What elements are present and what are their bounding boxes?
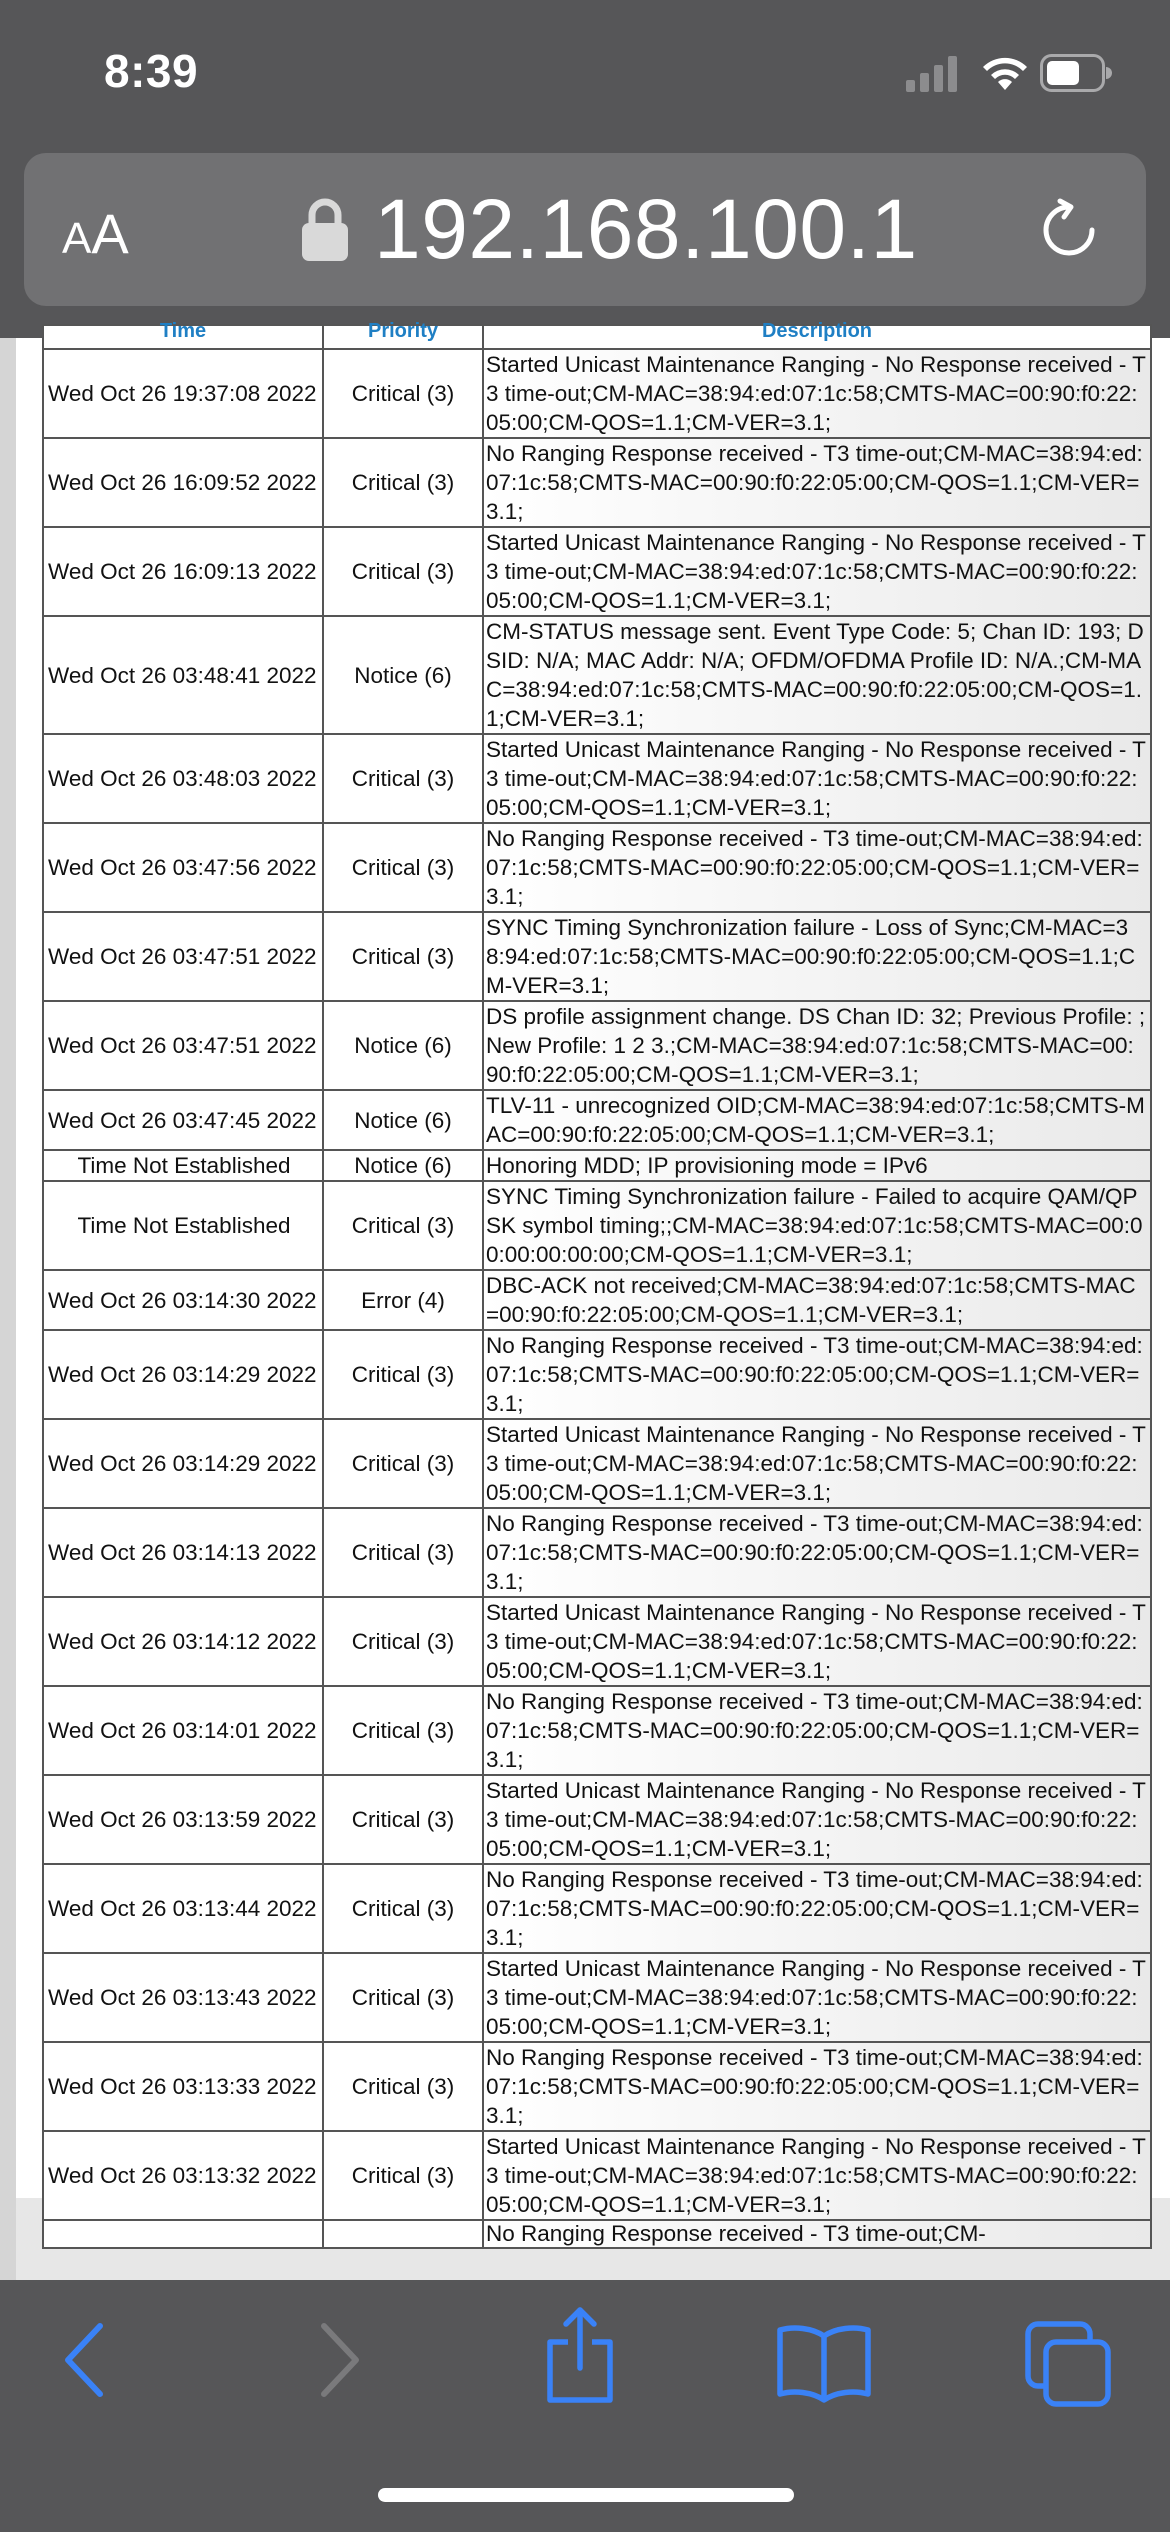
cell-description: No Ranging Response received - T3 time-out;CM- — [483, 2220, 1151, 2248]
table-row — [43, 616, 1151, 734]
cell-description: No Ranging Response received - T3 time-out;CM-MAC=38:94:ed:07:1c:58;CMTS-MAC=00:90:f0:22:05:00;CM-QOS=1.1;CM-VER=3.1; — [483, 1508, 1151, 1597]
cell-description: CM-STATUS message sent. Event Type Code: 5; Chan ID: 193; DSID: N/A; MAC Addr: N/A; OFDM/OFDMA Profile ID: N/A.;CM-MAC=38:94:ed:07:1c:58;CMTS-MAC=00:90:f0:22:05:00;CM-QOS=1.1;CM-VER=3.1; — [483, 616, 1151, 734]
aa-label-small: A — [62, 214, 92, 263]
cell-time: Time Not Established — [43, 1150, 323, 1181]
cell-priority: Critical (3) — [323, 1330, 483, 1419]
back-icon[interactable] — [58, 2320, 110, 2400]
cell-description: Started Unicast Maintenance Ranging - No Response received - T3 time-out;CM-MAC=38:94:ed:07:1c:58;CMTS-MAC=00:90:f0:22:05:00;CM-QOS=1.1;CM-VER=3.1; — [483, 734, 1151, 823]
header-time: Time — [43, 325, 323, 349]
cell-time: Wed Oct 26 03:13:32 2022 — [43, 2131, 323, 2220]
table-row — [43, 734, 1151, 823]
table-row — [43, 1775, 1151, 1864]
cell-description: Started Unicast Maintenance Ranging - No Response received - T3 time-out;CM-MAC=38:94:ed:07:1c:58;CMTS-MAC=00:90:f0:22:05:00;CM-QOS=1.1;CM-VER=3.1; — [483, 2131, 1151, 2220]
cell-description: Started Unicast Maintenance Ranging - No Response received - T3 time-out;CM-MAC=38:94:ed:07:1c:58;CMTS-MAC=00:90:f0:22:05:00;CM-QOS=1.1;CM-VER=3.1; — [483, 349, 1151, 438]
cell-description: No Ranging Response received - T3 time-out;CM-MAC=38:94:ed:07:1c:58;CMTS-MAC=00:90:f0:22:05:00;CM-QOS=1.1;CM-VER=3.1; — [483, 1864, 1151, 1953]
web-page-viewport[interactable] — [0, 320, 1170, 2280]
cell-description: Honoring MDD; IP provisioning mode = IPv6 — [483, 1150, 1151, 1181]
cell-description: No Ranging Response received - T3 time-out;CM-MAC=38:94:ed:07:1c:58;CMTS-MAC=00:90:f0:22:05:00;CM-QOS=1.1;CM-VER=3.1; — [483, 438, 1151, 527]
url-text[interactable]: 192.168.100.1 — [374, 182, 918, 276]
reader-options-button[interactable] — [62, 201, 129, 266]
cell-description: Started Unicast Maintenance Ranging - No Response received - T3 time-out;CM-MAC=38:94:ed:07:1c:58;CMTS-MAC=00:90:f0:22:05:00;CM-QOS=1.1;CM-VER=3.1; — [483, 1775, 1151, 1864]
cell-time: Wed Oct 26 03:14:01 2022 — [43, 1686, 323, 1775]
tabs-icon[interactable] — [1024, 2320, 1112, 2408]
table-row — [43, 1864, 1151, 1953]
cell-time: Wed Oct 26 03:47:51 2022 — [43, 1001, 323, 1090]
cell-priority: Critical (3) — [323, 912, 483, 1001]
cell-priority: Error (4) — [323, 1270, 483, 1330]
cell-priority: Notice (6) — [323, 1001, 483, 1090]
cell-priority: Notice (6) — [323, 1090, 483, 1150]
table-row — [43, 438, 1151, 527]
header-description: Description — [483, 325, 1151, 349]
cell-priority: Critical (3) — [323, 349, 483, 438]
table-row — [43, 1270, 1151, 1330]
cell-priority: Critical (3) — [323, 1953, 483, 2042]
status-bar — [0, 0, 1170, 150]
table-row — [43, 1181, 1151, 1270]
cell-time: Wed Oct 26 03:13:33 2022 — [43, 2042, 323, 2131]
cell-time: Wed Oct 26 03:14:29 2022 — [43, 1419, 323, 1508]
status-time: 8:39 — [104, 45, 199, 97]
table-row — [43, 1001, 1151, 1090]
table-row — [43, 1150, 1151, 1181]
cell-time: Wed Oct 26 03:47:56 2022 — [43, 823, 323, 912]
cell-priority: Critical (3) — [323, 2042, 483, 2131]
cell-description: No Ranging Response received - T3 time-out;CM-MAC=38:94:ed:07:1c:58;CMTS-MAC=00:90:f0:22:05:00;CM-QOS=1.1;CM-VER=3.1; — [483, 823, 1151, 912]
table-row — [43, 912, 1151, 1001]
cell-priority: Critical (3) — [323, 2131, 483, 2220]
table-row — [43, 1686, 1151, 1775]
table-row — [43, 1419, 1151, 1508]
event-log-table — [42, 320, 1152, 2249]
table-row-partial — [43, 2220, 1151, 2248]
cell-time: Wed Oct 26 03:14:13 2022 — [43, 1508, 323, 1597]
cell-description: Started Unicast Maintenance Ranging - No Response received - T3 time-out;CM-MAC=38:94:ed:07:1c:58;CMTS-MAC=00:90:f0:22:05:00;CM-QOS=1.1;CM-VER=3.1; — [483, 1953, 1151, 2042]
home-indicator[interactable] — [378, 2488, 794, 2502]
table-row — [43, 349, 1151, 438]
page-left-margin — [0, 338, 16, 2280]
cell-time: Wed Oct 26 03:48:41 2022 — [43, 616, 323, 734]
cell-priority: Critical (3) — [323, 1775, 483, 1864]
cell-priority: Critical (3) — [323, 1181, 483, 1270]
cell-priority: Critical (3) — [323, 1508, 483, 1597]
cell-priority: Critical (3) — [323, 527, 483, 616]
reload-icon[interactable] — [1038, 199, 1100, 261]
table-row — [43, 823, 1151, 912]
cell-priority: Critical (3) — [323, 823, 483, 912]
share-icon[interactable] — [542, 2306, 618, 2406]
bookmarks-icon[interactable] — [776, 2322, 872, 2402]
cell-description: SYNC Timing Synchronization failure - Loss of Sync;CM-MAC=38:94:ed:07:1c:58;CMTS-MAC=00:90:f0:22:05:00;CM-QOS=1.1;CM-VER=3.1; — [483, 912, 1151, 1001]
cell-time: Wed Oct 26 03:47:45 2022 — [43, 1090, 323, 1150]
cell-priority — [323, 2220, 483, 2248]
cell-description: Started Unicast Maintenance Ranging - No Response received - T3 time-out;CM-MAC=38:94:ed:07:1c:58;CMTS-MAC=00:90:f0:22:05:00;CM-QOS=1.1;CM-VER=3.1; — [483, 527, 1151, 616]
cell-description: No Ranging Response received - T3 time-out;CM-MAC=38:94:ed:07:1c:58;CMTS-MAC=00:90:f0:22:05:00;CM-QOS=1.1;CM-VER=3.1; — [483, 1330, 1151, 1419]
cell-time: Wed Oct 26 03:13:43 2022 — [43, 1953, 323, 2042]
cell-description: DS profile assignment change. DS Chan ID: 32; Previous Profile: ; New Profile: 1 2 3.;CM-MAC=38:94:ed:07:1c:58;CMTS-MAC=00:90:f0:22:05:00;CM-QOS=1.1;CM-VER=3.1; — [483, 1001, 1151, 1090]
forward-icon[interactable] — [314, 2320, 366, 2400]
table-row — [43, 2042, 1151, 2131]
cell-time: Wed Oct 26 03:13:59 2022 — [43, 1775, 323, 1864]
cell-time: Wed Oct 26 03:14:12 2022 — [43, 1597, 323, 1686]
cell-time: Wed Oct 26 03:47:51 2022 — [43, 912, 323, 1001]
cell-description: TLV-11 - unrecognized OID;CM-MAC=38:94:ed:07:1c:58;CMTS-MAC=00:90:f0:22:05:00;CM-QOS=1.1;CM-VER=3.1; — [483, 1090, 1151, 1150]
cell-description: SYNC Timing Synchronization failure - Failed to acquire QAM/QPSK symbol timing;;CM-MAC=38:94:ed:07:1c:58;CMTS-MAC=00:00:00:00:00:00;CM-QOS=1.1;CM-VER=3.1; — [483, 1181, 1151, 1270]
table-row — [43, 1953, 1151, 2042]
aa-label-big: A — [91, 202, 129, 265]
cell-time: Time Not Established — [43, 1181, 323, 1270]
lock-icon — [300, 197, 350, 263]
cell-time: Wed Oct 26 16:09:13 2022 — [43, 527, 323, 616]
cell-priority: Notice (6) — [323, 1150, 483, 1181]
address-bar[interactable] — [24, 153, 1146, 306]
cell-priority: Critical (3) — [323, 1419, 483, 1508]
cell-priority: Critical (3) — [323, 1686, 483, 1775]
header-priority: Priority — [323, 325, 483, 349]
cell-priority: Critical (3) — [323, 1597, 483, 1686]
cell-description: DBC-ACK not received;CM-MAC=38:94:ed:07:1c:58;CMTS-MAC=00:90:f0:22:05:00;CM-QOS=1.1;CM-VER=3.1; — [483, 1270, 1151, 1330]
wifi-icon — [980, 52, 1030, 92]
table-row — [43, 527, 1151, 616]
table-body — [43, 349, 1151, 2248]
cell-time: Wed Oct 26 19:37:08 2022 — [43, 349, 323, 438]
cell-time — [43, 2220, 323, 2248]
cell-priority: Critical (3) — [323, 438, 483, 527]
cell-priority: Critical (3) — [323, 1864, 483, 1953]
cell-time: Wed Oct 26 16:09:52 2022 — [43, 438, 323, 527]
table-header-row — [43, 325, 1151, 349]
cellular-signal-icon — [906, 56, 958, 92]
cell-time: Wed Oct 26 03:48:03 2022 — [43, 734, 323, 823]
table-row — [43, 1597, 1151, 1686]
cell-time: Wed Oct 26 03:13:44 2022 — [43, 1864, 323, 1953]
battery-icon — [1040, 54, 1112, 92]
table-row — [43, 1508, 1151, 1597]
cell-time: Wed Oct 26 03:14:29 2022 — [43, 1330, 323, 1419]
cell-priority: Notice (6) — [323, 616, 483, 734]
cell-description: No Ranging Response received - T3 time-out;CM-MAC=38:94:ed:07:1c:58;CMTS-MAC=00:90:f0:22:05:00;CM-QOS=1.1;CM-VER=3.1; — [483, 1686, 1151, 1775]
cell-description: Started Unicast Maintenance Ranging - No Response received - T3 time-out;CM-MAC=38:94:ed:07:1c:58;CMTS-MAC=00:90:f0:22:05:00;CM-QOS=1.1;CM-VER=3.1; — [483, 1597, 1151, 1686]
table-row — [43, 1330, 1151, 1419]
table-row — [43, 2131, 1151, 2220]
cell-priority: Critical (3) — [323, 734, 483, 823]
cell-time: Wed Oct 26 03:14:30 2022 — [43, 1270, 323, 1330]
table-row — [43, 1090, 1151, 1150]
cell-description: No Ranging Response received - T3 time-out;CM-MAC=38:94:ed:07:1c:58;CMTS-MAC=00:90:f0:22:05:00;CM-QOS=1.1;CM-VER=3.1; — [483, 2042, 1151, 2131]
cell-description: Started Unicast Maintenance Ranging - No Response received - T3 time-out;CM-MAC=38:94:ed:07:1c:58;CMTS-MAC=00:90:f0:22:05:00;CM-QOS=1.1;CM-VER=3.1; — [483, 1419, 1151, 1508]
